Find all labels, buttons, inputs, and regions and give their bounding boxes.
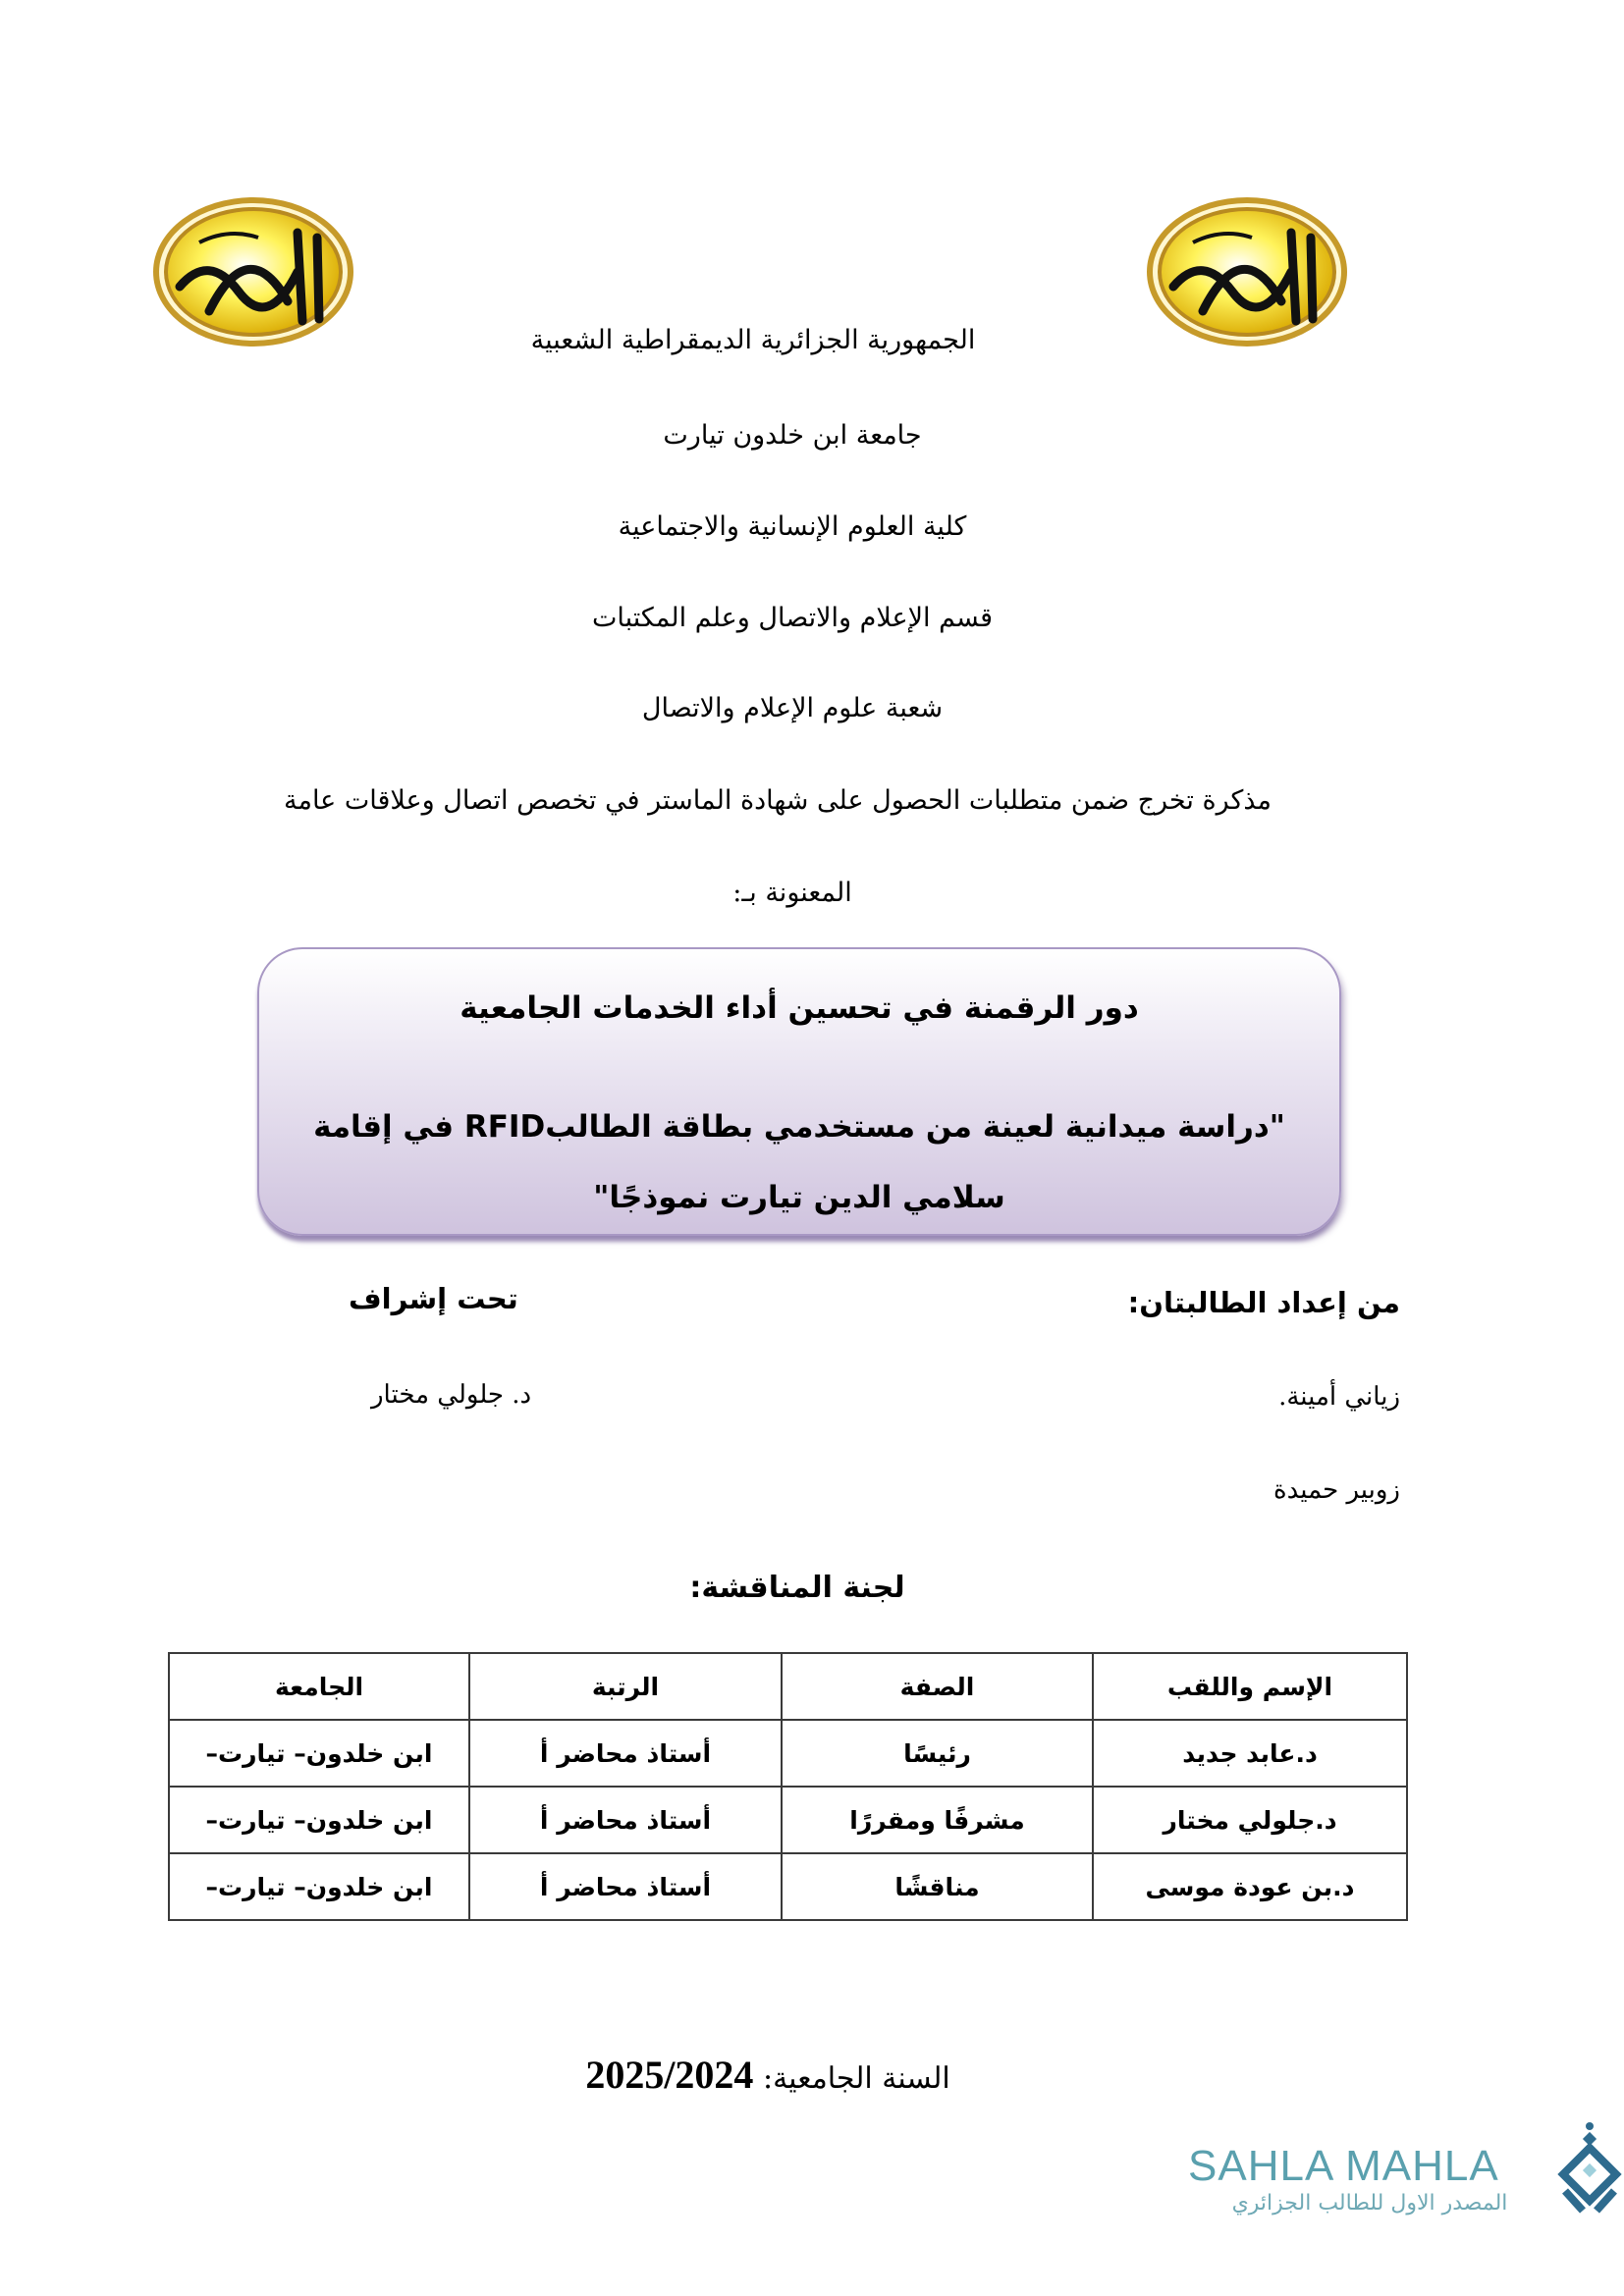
sahla-mahla-logo [1178,2120,1624,2228]
student-1: زياني أمينة. [1278,1382,1400,1412]
col-name-header: الإسم واللقب [1093,1653,1407,1720]
member-university: ابن خلدون– تيارت– [169,1720,469,1787]
titled-by-label: المعنونة بـ: [732,878,852,908]
table-header-row [169,1653,1407,1720]
sahla-mahla-tagline: المصدر الاول للطالب الجزائري [1231,2191,1508,2216]
committee-table [168,1652,1408,1921]
thesis-subtitle: "دراسة ميدانية لعينة من مستخدمي بطاقة الطالبRFID في إقامة سلامي الدين تيارت نموذجًا" [313,1109,1285,1215]
table-row [169,1787,1407,1853]
branch-name: شعبة علوم الإعلام والاتصال [641,693,944,723]
col-role-header: الصفة [782,1653,1093,1720]
academic-year [0,2052,1580,2098]
member-name: د.عابد جديد [1093,1720,1407,1787]
thesis-title-box [257,947,1341,1236]
table-row [169,1853,1407,1920]
faculty-name: كلية العلوم الإنسانية والاجتماعية [618,511,967,542]
member-university: ابن خلدون– تيارت– [169,1853,469,1920]
member-rank: أستاذ محاضر أ [469,1720,782,1787]
col-university-header: الجامعة [169,1653,469,1720]
thesis-statement: مذكرة تخرج ضمن متطلبات الحصول على شهادة الماستر في تخصص اتصال وعلاقات عامة [284,785,1272,816]
member-name: د.جلولي مختار [1093,1787,1407,1853]
thesis-main-title: دور الرقمنة في تحسين أداء الخدمات الجامعية [460,990,1139,1026]
col-rank-header: الرتبة [469,1653,782,1720]
member-rank: أستاذ محاضر أ [469,1853,782,1920]
republic-name: الجمهورية الجزائرية الديمقراطية الشعبية [530,325,976,355]
member-name: د.بن عودة موسى [1093,1853,1407,1920]
sahla-mahla-brand: SAHLA MAHLA [1188,2142,1499,2190]
sahla-mahla-calligraphy-icon [1555,2120,1624,2218]
table-row [169,1720,1407,1787]
member-rank: أستاذ محاضر أ [469,1787,782,1853]
supervision-label: تحت إشراف [349,1282,518,1315]
committee-title: لجنة المناقشة: [689,1571,905,1605]
department-name: قسم الإعلام والاتصال وعلم المكتبات [591,603,994,633]
member-university: ابن خلدون– تيارت– [169,1787,469,1853]
academic-year-label: السنة الجامعية: [762,2061,950,2096]
member-role: مشرفًا ومقررًا [782,1787,1093,1853]
university-name: جامعة ابن خلدون تيارت [663,420,922,451]
authors-label: من إعداد الطالبتان: [1127,1286,1400,1319]
member-role: مناقشًا [782,1853,1093,1920]
supervisor-name: د. جلولي مختار [371,1380,532,1410]
student-2: زوبير حميدة [1272,1475,1400,1505]
academic-year-value: 2025/2024 [585,2053,754,2097]
member-role: رئيسًا [782,1720,1093,1787]
